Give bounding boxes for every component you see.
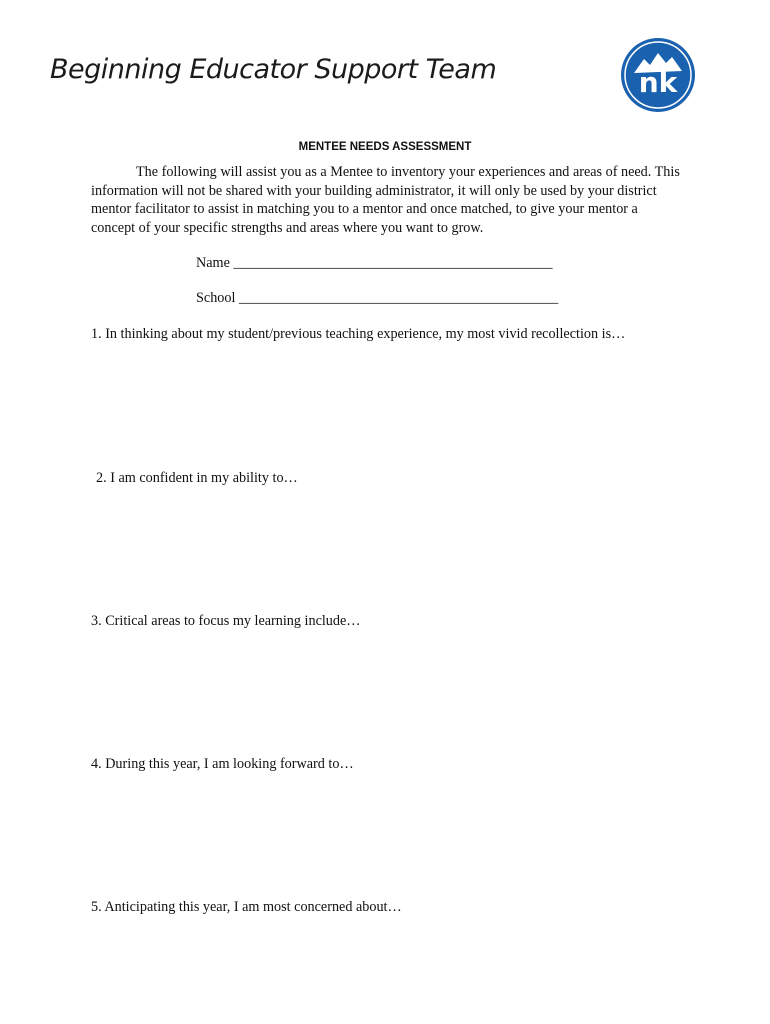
logo-text: nk bbox=[638, 66, 678, 99]
name-field[interactable]: Name _____________________________________________ bbox=[196, 255, 553, 271]
district-logo-icon bbox=[620, 37, 696, 113]
question-1: 1. In thinking about my student/previous teaching experience, my most vivid recollection is… bbox=[91, 326, 626, 342]
question-3: 3. Critical areas to focus my learning include… bbox=[91, 613, 361, 629]
intro-text: The following will assist you as a Mentee to inventory your experiences and areas of need. This information will not be shared with your building administrator, it will only be used by your district mentor facilitator to assist in matching you to a mentor and once matched, to give your mentor a concept of your specific strengths and areas where you want to grow. bbox=[91, 164, 680, 236]
question-4: 4. During this year, I am looking forward to… bbox=[91, 756, 354, 772]
question-5: 5. Anticipating this year, I am most concerned about… bbox=[91, 899, 402, 915]
intro-paragraph bbox=[91, 163, 681, 237]
document-title: MENTEE NEEDS ASSESSMENT bbox=[298, 141, 472, 153]
question-2: 2. I am confident in my ability to… bbox=[96, 470, 298, 486]
brand-title: Beginning Educator Support Team bbox=[50, 54, 497, 85]
school-field[interactable]: School _____________________________________________ bbox=[196, 290, 559, 306]
